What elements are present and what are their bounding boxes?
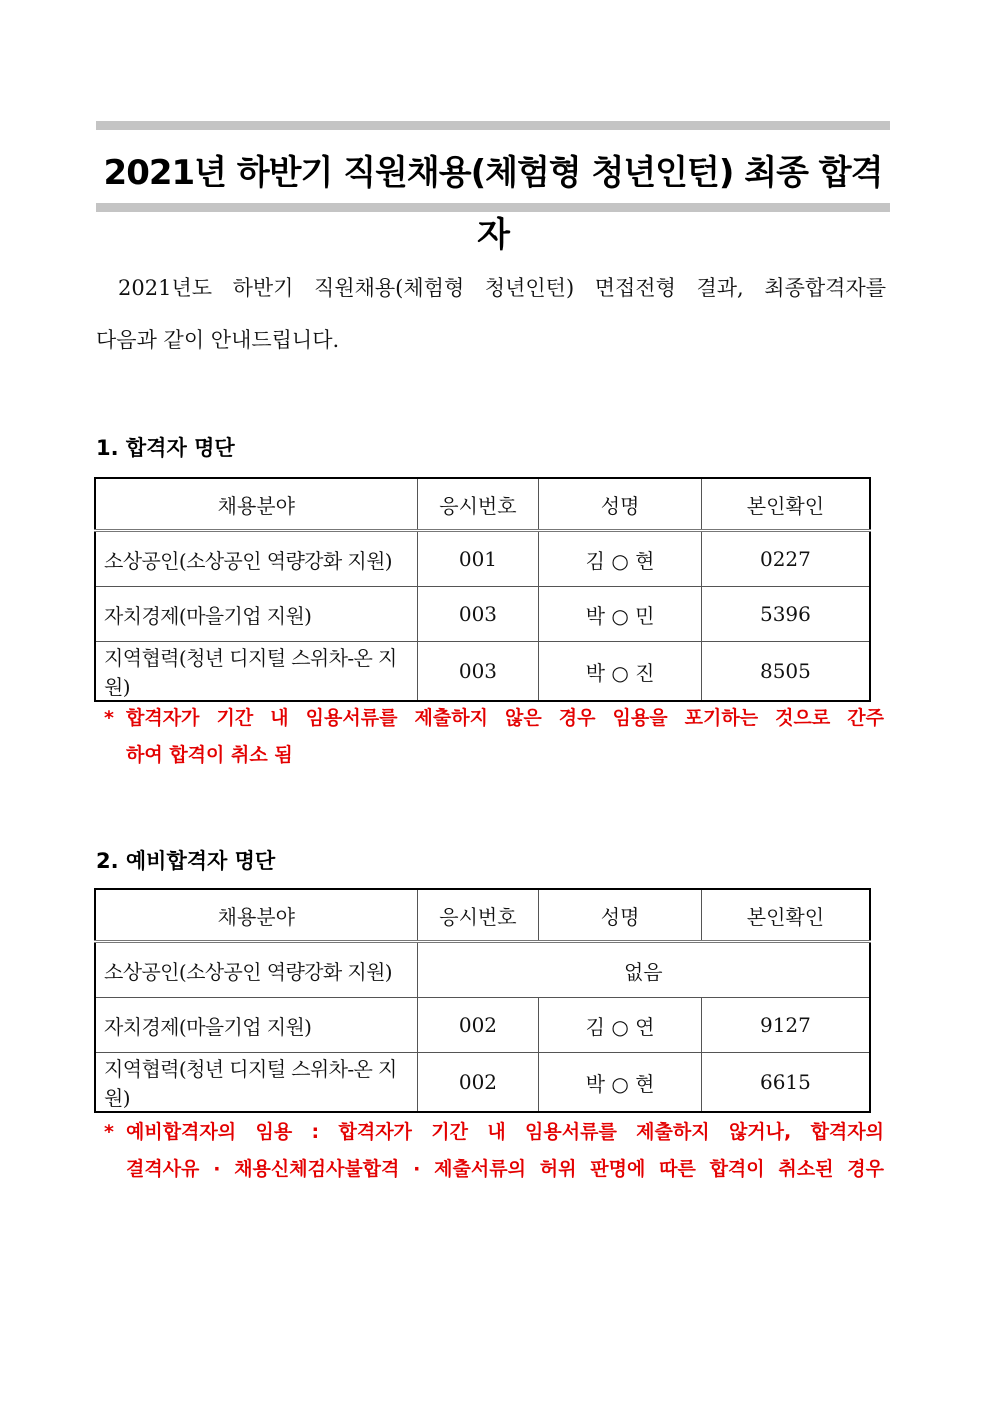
cell-name: 김 ○ 현 — [539, 531, 702, 587]
note-marker: * — [104, 1121, 114, 1143]
cell-name: 박 ○ 진 — [539, 642, 702, 702]
title-top-rule — [96, 121, 890, 130]
cell-verification: 8505 — [701, 642, 870, 702]
title-bottom-rule — [96, 203, 890, 212]
cell-field: 자치경제(마을기업 지원) — [95, 998, 417, 1053]
cell-exam-number: 003 — [417, 587, 539, 642]
note-marker: * — [104, 707, 114, 729]
header-exam-number: 응시번호 — [417, 478, 539, 531]
note-line-1: 예비합격자의 임용 : 합격자가 기간 내 임용서류를 제출하지 않거나, 합격자의 — [126, 1121, 884, 1143]
cell-verification: 0227 — [701, 531, 870, 587]
cell-exam-number: 002 — [417, 998, 539, 1053]
cell-none: 없음 — [417, 942, 870, 998]
cell-field: 소상공인(소상공인 역량강화 지원) — [95, 942, 417, 998]
cell-verification: 6615 — [701, 1053, 870, 1113]
table-header-row — [95, 478, 870, 531]
cell-name: 박 ○ 민 — [539, 587, 702, 642]
header-name: 성명 — [539, 478, 702, 531]
table-row — [95, 531, 870, 587]
section1-heading: 1. 합격자 명단 — [96, 436, 235, 460]
table-row — [95, 587, 870, 642]
intro-paragraph — [96, 262, 886, 366]
header-field: 채용분야 — [95, 889, 417, 942]
table-row — [95, 942, 870, 998]
header-exam-number: 응시번호 — [417, 889, 539, 942]
cell-field: 자치경제(마을기업 지원) — [95, 587, 417, 642]
passed-candidates-table — [94, 477, 871, 702]
cell-exam-number: 003 — [417, 642, 539, 702]
section2-heading: 2. 예비합격자 명단 — [96, 849, 276, 873]
table-row — [95, 642, 870, 702]
cell-field: 지역협력(청년 디지털 스위차-온 지원) — [95, 642, 417, 702]
header-name: 성명 — [539, 889, 702, 942]
cell-name: 박 ○ 현 — [539, 1053, 702, 1113]
page-title: 2021년 하반기 직원채용(체험형 청년인턴) 최종 합격자 — [103, 153, 883, 255]
note-line-2: 하여 합격이 취소 됨 — [126, 744, 293, 766]
table-row — [95, 1053, 870, 1113]
table-header-row — [95, 889, 870, 942]
table-row — [95, 998, 870, 1053]
cell-exam-number: 001 — [417, 531, 539, 587]
header-verification: 본인확인 — [701, 478, 870, 531]
cell-field: 지역협력(청년 디지털 스위차-온 지원) — [95, 1053, 417, 1113]
header-verification: 본인확인 — [701, 889, 870, 942]
cell-field: 소상공인(소상공인 역량강화 지원) — [95, 531, 417, 587]
reserve-candidates-table — [94, 888, 871, 1113]
header-field: 채용분야 — [95, 478, 417, 531]
section2-note — [104, 1114, 884, 1188]
cell-name: 김 ○ 연 — [539, 998, 702, 1053]
cell-verification: 5396 — [701, 587, 870, 642]
note-line-2: 결격사유 · 채용신체검사불합격 · 제출서류의 허위 판명에 따른 합격이 취소된 경우 — [126, 1158, 884, 1180]
section1-note — [104, 700, 884, 774]
note-line-1: 합격자가 기간 내 임용서류를 제출하지 않은 경우 임용을 포기하는 것으로 간주 — [126, 707, 884, 729]
intro-line-2: 다음과 같이 안내드립니다. — [96, 328, 340, 352]
cell-verification: 9127 — [701, 998, 870, 1053]
intro-line-1: 2021년도 하반기 직원채용(체험형 청년인턴) 면접전형 결과, 최종합격자를 — [118, 276, 886, 300]
cell-exam-number: 002 — [417, 1053, 539, 1113]
